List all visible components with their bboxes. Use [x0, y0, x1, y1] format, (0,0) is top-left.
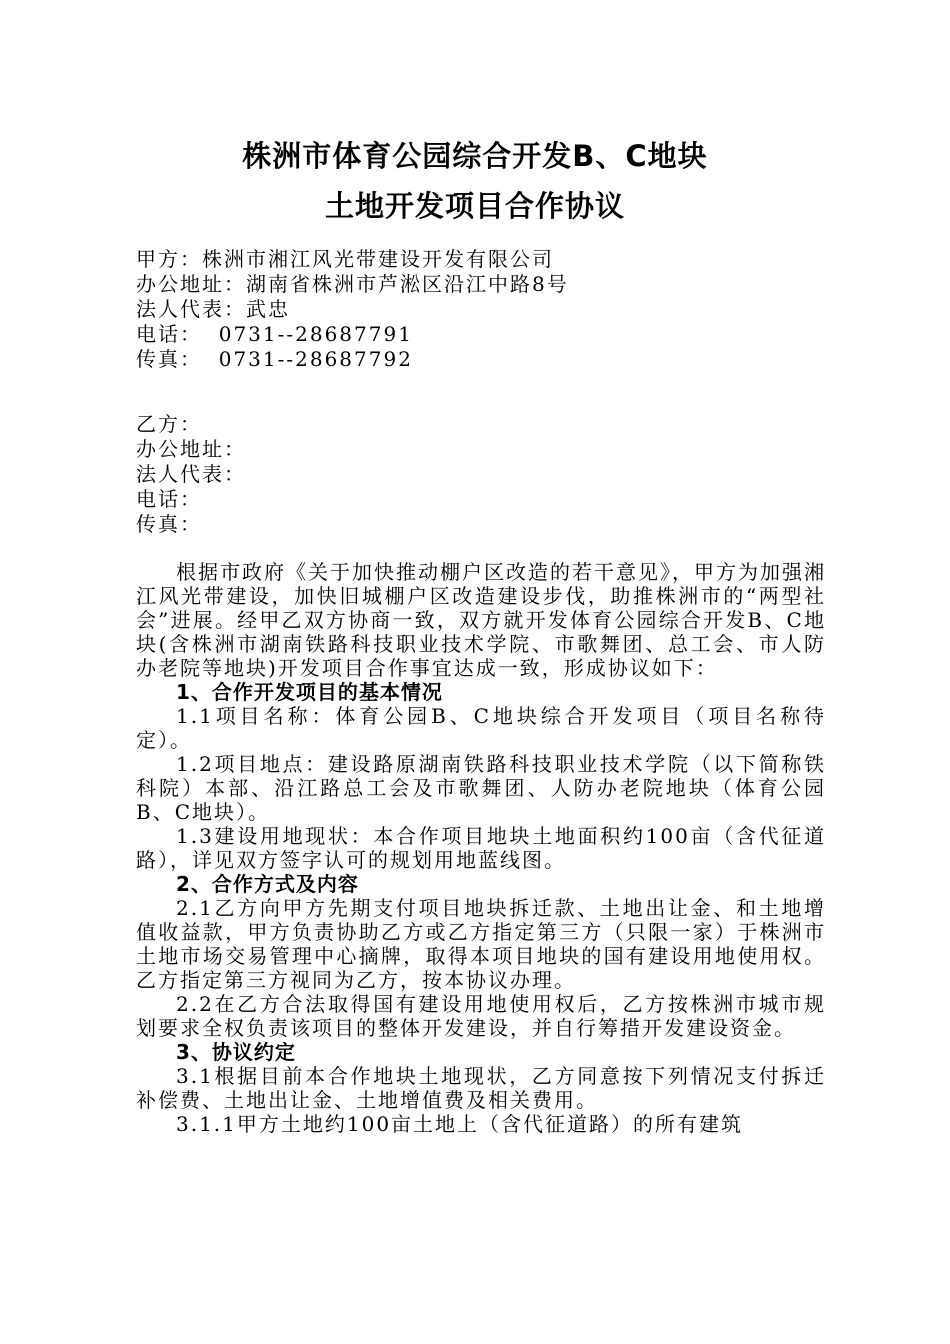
party-b-address: 办公地址： [136, 437, 246, 461]
party-a-fax: 传真： 0731--28687792 [136, 347, 413, 371]
party-a-phone: 电话： 0731--28687791 [136, 322, 413, 346]
document-title-line1: 株洲市体育公园综合开发B、C地块 [242, 139, 708, 173]
party-a-representative: 法人代表：武忠 [136, 297, 290, 321]
section-1-heading: 1、合作开发项目的基本情况 [176, 680, 443, 704]
clause-3-1-1: 3.1.1甲方土地约100亩土地上（含代征道路）的所有建筑 [176, 1112, 744, 1136]
section-3-heading: 3、协议约定 [176, 1040, 296, 1064]
party-a-block [136, 247, 836, 372]
clause-1-2: 1.2项目地点：建设路原湖南铁路科技职业技术学院（以下简称铁科院）本部、沿江路总工会及市歌舞团、人防办老院地块（体育公园B、C地块）。 [136, 752, 826, 824]
party-b-block [136, 412, 836, 537]
clause-2-1: 2.1乙方向甲方先期支付项目地块拆迁款、土地出让金、和土地增值收益款，甲方负责协助乙方或乙方指定第三方（只限一家）于株洲市土地市场交易管理中心摘牌，取得本项目地块的国有建设用地使用权。乙方指定第三方视同为乙方，按本协议办理。 [136, 896, 826, 992]
party-b-fax: 传真： [136, 512, 202, 536]
party-a-name: 甲方：株洲市湘江风光带建设开发有限公司 [136, 247, 554, 271]
clause-1-3: 1.3建设用地现状：本合作项目地块土地面积约100亩（含代征道路），详见双方签字认可的规划用地蓝线图。 [136, 824, 826, 872]
party-a-address: 办公地址：湖南省株洲市芦淞区沿江中路8号 [136, 272, 569, 296]
party-b-representative: 法人代表： [136, 462, 246, 486]
party-b-phone: 电话： [136, 487, 202, 511]
document-title-line2: 土地开发项目合作协议 [324, 189, 625, 223]
party-b-name: 乙方： [136, 412, 202, 436]
agreement-body [136, 560, 826, 1136]
clause-1-1: 1.1项目名称：体育公园B、C地块综合开发项目（项目名称待定）。 [136, 704, 826, 752]
clause-2-2: 2.2在乙方合法取得国有建设用地使用权后，乙方按株洲市城市规划要求全权负责该项目的整体开发建设，并自行筹措开发建设资金。 [136, 992, 826, 1040]
clause-3-1: 3.1根据目前本合作地块土地现状，乙方同意按下列情况支付拆迁补偿费、土地出让金、土地增值费及相关费用。 [136, 1064, 826, 1112]
section-2-heading: 2、合作方式及内容 [176, 872, 359, 896]
intro-paragraph: 根据市政府《关于加快推动棚户区改造的若干意见》，甲方为加强湘江风光带建设，加快旧城棚户区改造建设步伐，助推株洲市的“两型社会”进展。经甲乙双方协商一致，双方就开发体育公园综合开发B、C地块(含株洲市湖南铁路科技职业技术学院、市歌舞团、总工会、市人防办老院等地块)开发项目合作事宜达成一致，形成协议如下： [136, 560, 826, 680]
